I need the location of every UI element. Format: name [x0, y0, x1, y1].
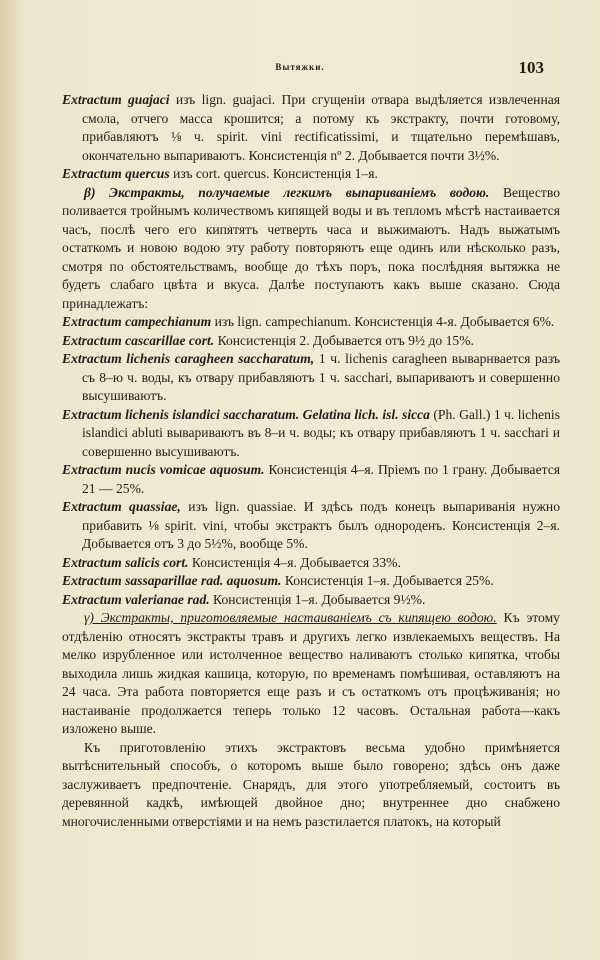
- paragraph-displacement-method: [62, 739, 560, 832]
- entry-latin-term: Extractum salicis cort.: [62, 554, 189, 570]
- section-heading: γ) Экстракты, приготовляемые настаиваніемъ съ кипящею водою.: [84, 610, 497, 625]
- entry-latin-term: Extractum lichenis caragheen saccharatum,: [62, 351, 315, 366]
- entry-latin-term: Extractum sassaparillae rad. aquosum.: [62, 573, 282, 588]
- entry-text: Консистенція 1–я. Добывается 9½%.: [209, 591, 426, 607]
- paragraph-text: Къ приготовленію этихъ экстрактовъ весьма удобно примѣняется вытѣснительный способъ, о которомъ выше было говорено; здѣсь онъ даже заслуживаетъ предпочтеніе. Снарядъ, для этого употребляемый, состоитъ въ деревянной кадкѣ, имѣющей двойное дно; внутреннее дно снабжено многочисленными отверстіями и на немъ разстилается платокъ, на который: [62, 739, 560, 829]
- section-heading: β) Экстракты, получаемые легкимъ выпариваніемъ водою.: [84, 184, 490, 200]
- entry-extractum-nucis-vomicae: [62, 461, 560, 498]
- entry-text: Консистенція 1–я. Добывается 25%.: [281, 573, 494, 588]
- entry-text: изъ cort. quercus. Консистенція 1–я.: [169, 166, 378, 181]
- entry-text: изъ lign. quassiae. И здѣсь подъ конецъ выпариванія нужно прибавить ⅛ spirit. vini, чтобы экстрактъ былъ однороденъ. Консистенція 2–я. Добывается отъ 3 до 5½%, вообще 5%.: [82, 499, 561, 551]
- section-text: Къ этому отдѣленію относятъ экстракты травъ и другихъ легко извлекаемыхъ веществъ. На мелко изрубленное или истолченное вещество наливаютъ столько кипятка, чтобы выходила лишь жидкая кашица, которую, по временамъ помѣшивая, оставляютъ на 24 часа. Эта работа повторяется еще разъ и съ остаткомъ отъ процѣживанія; но настаиваніе продолжается теперь только 12 часовъ. Остальная работа—какъ изложено выше.: [62, 610, 560, 736]
- entry-text: 1 ч. lichenis caragheen выварнвается разъ съ 8–ю ч. воды, къ отвару прибавляютъ 1 ч. sacchari, выпариваютъ и совершенно высушиваютъ.: [82, 351, 561, 403]
- entry-extractum-valerianae: [62, 591, 560, 610]
- page-body: [62, 91, 560, 831]
- entry-latin-term: Extractum nucis vomicae aquosum.: [62, 462, 265, 477]
- running-head: Вытяжки.: [275, 62, 325, 72]
- entry-extractum-guajaci: [62, 91, 560, 165]
- entry-latin-term: Extractum lichenis islandici saccharatum. Gelatina lich. isl. sicca: [62, 406, 430, 422]
- entry-latin-term: Extractum valerianae rad.: [62, 591, 210, 607]
- entry-latin-term: Extractum cascarillae cort.: [62, 332, 215, 348]
- entry-text: (Ph. Gall.) 1 ч. lichenis islandici abluti вывариваютъ въ 8–и ч. воды; къ отвару прибавляютъ 1 ч. sacchari и совершенно высушиваютъ.: [82, 406, 560, 459]
- entry-text: Консистенція 4–я. Добывается 33%.: [188, 554, 401, 570]
- entry-extractum-quassiae: [62, 498, 560, 554]
- entry-text: изъ lign. guajaci. При сгущеніи отвара выдѣляется извлеченная смола, отчего масса крошится; а потому къ экстракту, почти готовому, прибавляютъ ⅛ ч. spirit. vini rectificatissimi, и тщательно перемѣшавъ, окончательно выпариваютъ. Консистенція nº 2. Добывается почти 3½%.: [82, 92, 561, 163]
- entry-text: изъ lign. campechianum. Консистенція 4-я. Добывается 6%.: [211, 314, 555, 329]
- entry-extractum-lichenis-islandici: [62, 406, 560, 462]
- entry-extractum-salicis: [62, 554, 560, 573]
- section-text: Вещество поливается тройнымъ количествомъ кипящей воды и въ тепломъ мѣстѣ настаивается часъ, послѣ чего его кипятятъ четверть часа и выжимаютъ. Надъ выжатымъ остаткомъ и новою водою эту работу повторяютъ еще одинъ или нѣсколько разъ, смотря по обстоятельствамъ, вообще до тѣхъ поръ, пока послѣдняя вытяжка не будетъ слабаго цвѣта и вкуса. Далѣе поступаютъ какъ выше сказано. Сюда принадлежатъ:: [62, 184, 560, 311]
- section-gamma: [62, 609, 560, 739]
- entry-latin-term: Extractum campechianum: [62, 314, 212, 329]
- entry-extractum-sassaparillae: [62, 572, 560, 591]
- section-beta: [62, 184, 560, 314]
- entry-latin-term: Extractum guajaci: [62, 92, 170, 107]
- page-number: 103: [518, 58, 544, 77]
- entry-extractum-cascarillae: [62, 332, 560, 351]
- entry-latin-term: Extractum quercus: [62, 166, 170, 181]
- entry-latin-term: Extractum quassiae,: [62, 499, 181, 514]
- entry-extractum-lichenis-caragheen: [62, 350, 560, 406]
- entry-text: Консистенція 2. Добывается отъ 9½ до 15%.: [214, 332, 474, 348]
- entry-extractum-quercus: [62, 165, 560, 184]
- entry-text: Консистенція 4–я. Пріемъ по 1 грану. Добывается 21 — 25%.: [82, 462, 561, 496]
- entry-extractum-campechianum: [62, 313, 560, 332]
